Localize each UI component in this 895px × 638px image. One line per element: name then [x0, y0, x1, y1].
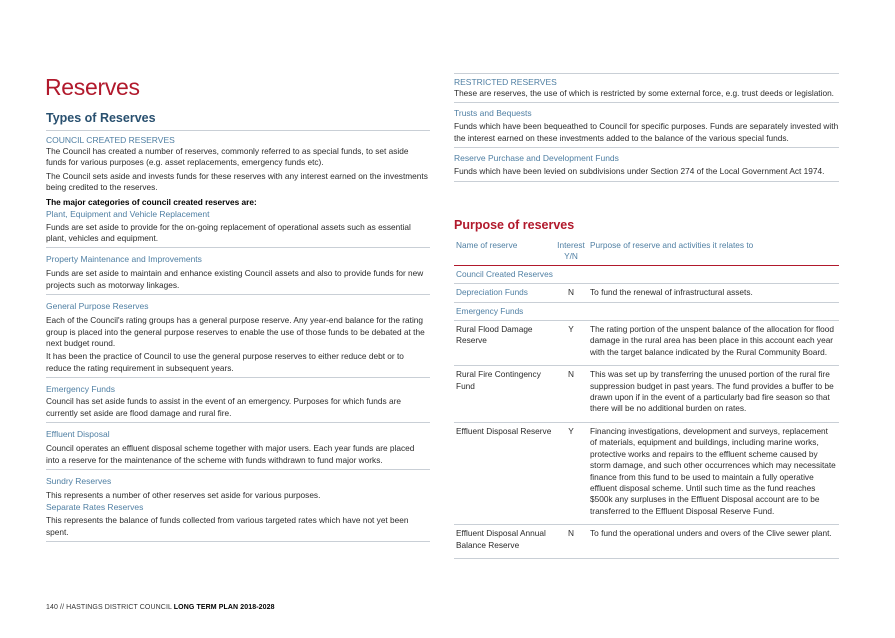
col-header-interest: Interest Y/N [554, 240, 588, 265]
category-text: This represents the balance of funds collected from various targeted rates which have not yet been spent. [46, 515, 409, 537]
table-row [454, 284, 839, 302]
category-title: Property Maintenance and Improvements [46, 254, 202, 265]
category-title: Effluent Disposal [46, 429, 110, 440]
page-footer [46, 604, 275, 611]
col-header-name: Name of reserve [454, 240, 554, 265]
category-text-2: It has been the practice of Council to use the general purpose reserves to either reduce debt or to reduce the rating requirement in subsequent years. [46, 351, 404, 373]
footer-prefix: 140 // HASTINGS DISTRICT COUNCIL [46, 604, 174, 611]
types-of-reserves-section [46, 111, 430, 542]
table-row [454, 525, 839, 559]
reserve-purpose: The rating portion of the unspent balance of the allocation for flood damage in the rural area has been place in this account each year with the target balance indicated by the Rural Community Board. [588, 321, 839, 366]
reserve-name: Effluent Disposal Annual Balance Reserve [454, 525, 554, 559]
category-title: Plant, Equipment and Vehicle Replacement [46, 208, 210, 219]
group-label: Emergency Funds [454, 302, 839, 320]
category-text: Each of the Council's rating groups has a general purpose reserve. Any year-end balance for the rating group is placed into the general purpose reserves to enable the use of those funds to be debated at the next budget round. [46, 315, 425, 349]
reserve-interest: N [554, 366, 588, 423]
footer-plan-title: LONG TERM PLAN 2018-2028 [173, 604, 275, 611]
group-label: Council Created Reserves [454, 265, 839, 283]
reserve-purpose: This was set up by transferring the unused portion of the rural fire suppression budget in past years. The fund provides a buffer to be drawn upon if in the event of a particularly bad fire season so that there will be no additional burden on rates. [588, 366, 839, 423]
reserve-interest: Y [554, 321, 588, 366]
table-row [454, 321, 839, 366]
council-created-p2: The Council sets aside and invests funds for these reserves with any interest earned on the investments being credited to the reserves. [46, 170, 428, 193]
col-header-purpose: Purpose of reserve and activities it relates to [588, 240, 839, 265]
category-text: Council operates an effluent disposal scheme together with major users. Each year funds are placed into a reserve for the maintenance of the scheme with funds withdrawn to fund major works. [46, 443, 415, 465]
restricted-label: RESTRICTED RESERVES [454, 77, 557, 87]
category-text: Council has set aside funds to assist in the event of an emergency. Purposes for which funds are currently set aside are flood damage and rural fire. [46, 396, 401, 418]
reserve-name: Rural Fire Contingency Fund [454, 366, 554, 423]
table-header-row [454, 240, 839, 265]
council-created-label: COUNCIL CREATED RESERVES [46, 135, 175, 145]
category-title: Sundry Reserves [46, 475, 112, 486]
council-created-p1: The Council has created a number of reserves, commonly referred to as special funds, to set aside funds for various purposes (e.g. asset replacements, emergency funds etc). [46, 146, 409, 168]
restricted-reserves-section [454, 73, 839, 182]
reserve-interest: N [554, 525, 588, 559]
reserve-name: Depreciation Funds [454, 284, 554, 302]
reserve-purpose: To fund the operational unders and overs of the Clive sewer plant. [588, 525, 839, 559]
purpose-table [454, 240, 839, 559]
reserve-interest: Y [554, 422, 588, 524]
trusts-text: Funds which have been bequeathed to Council for specific purposes. Funds are separately invested with the interest earned on these investments added to the balance of the various special funds. [454, 121, 839, 143]
reserve-name: Effluent Disposal Reserve [454, 422, 554, 524]
category-title: Separate Rates Reserves [46, 502, 144, 513]
reserve-purpose: To fund the renewal of infrastructural assets. [588, 284, 839, 302]
category-text: Funds are set aside to maintain and enhance existing Council assets and also to provide funds for new projects such as motorway linkages. [46, 268, 424, 290]
category-title: Emergency Funds [46, 384, 115, 395]
table-row [454, 422, 839, 524]
restricted-text: These are reserves, the use of which is restricted by some external force, e.g. trust deeds or legislation. [454, 88, 834, 98]
trusts-title: Trusts and Bequests [454, 108, 532, 119]
types-heading: Types of Reserves [46, 111, 156, 125]
major-categories-heading: The major categories of council created reserves are: [46, 196, 257, 207]
table-group-row [454, 265, 839, 283]
category-text: Funds are set aside to provide for the on-going replacement of operational assets such as essential plant, vehicles and equipment. [46, 221, 411, 244]
category-text: This represents a number of other reserves set aside for various purposes. [46, 489, 321, 500]
reserve-purpose: Financing investigations, development and surveys, replacement of materials, equipment and buildings, including marine works, protective works and repairs to the effluent scheme caused by storm damage, and such other occurrences which may necessitate finance from this fund to be used to maintain a fully operative effluent disposal scheme. Until such time as the fund reaches $500k any surpluses in the Effluent Disposal account are to be transferred to the Effluent Disposal Reserve Fund. [588, 422, 839, 524]
purpose-heading: Purpose of reserves [454, 218, 575, 232]
page-title: Reserves [45, 74, 140, 100]
reserve-name: Rural Flood Damage Reserve [454, 321, 554, 366]
table-group-row [454, 302, 839, 320]
rpd-text: Funds which have been levied on subdivisions under Section 274 of the Local Government Act 1974. [454, 166, 825, 177]
rpd-title: Reserve Purchase and Development Funds [454, 153, 619, 164]
category-title: General Purpose Reserves [46, 301, 149, 312]
table-row [454, 366, 839, 423]
reserve-interest: N [554, 284, 588, 302]
